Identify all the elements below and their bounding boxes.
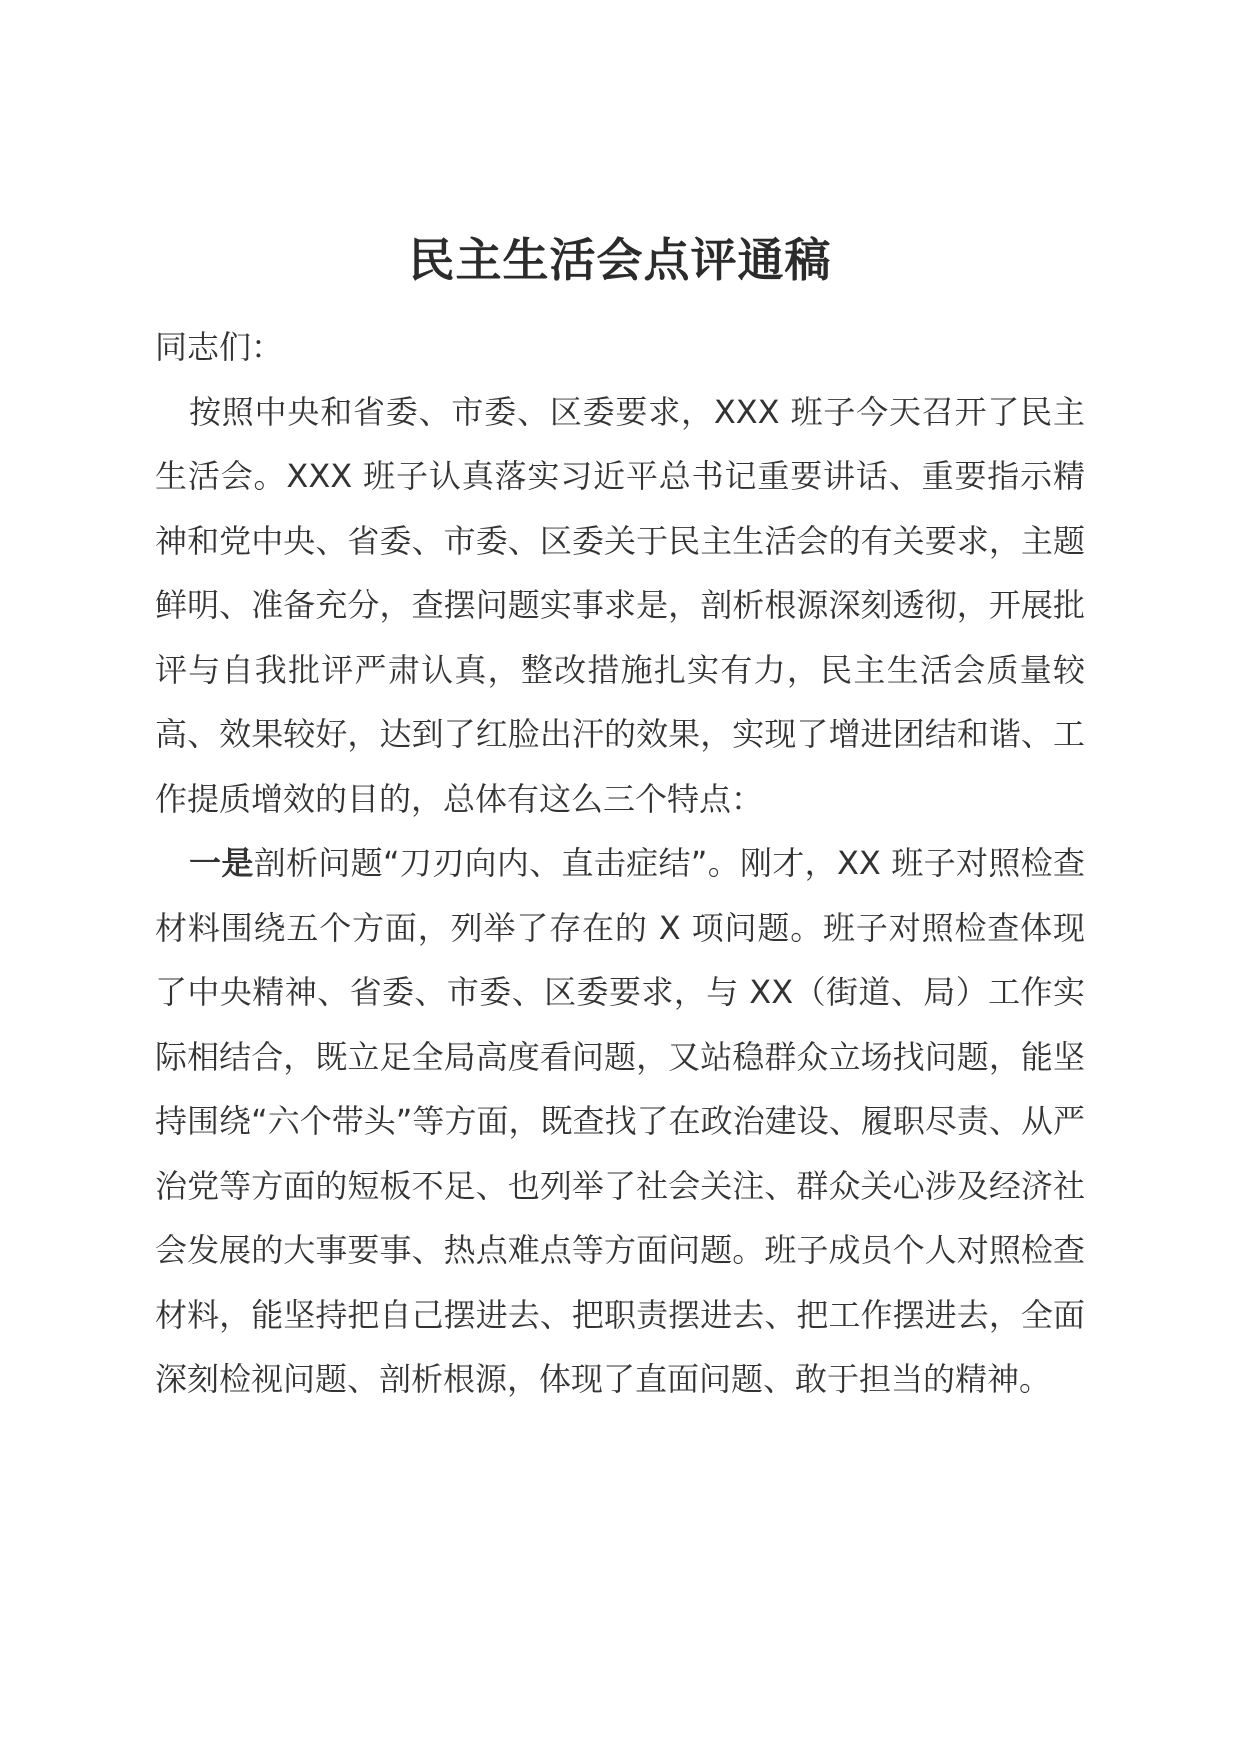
document-body <box>155 315 1085 1412</box>
paragraph-2-text: 剖析问题“刀刃向内、直击症结”。刚才，XX 班子对照检查材料围绕五个方面，列举了存在的 X 项问题。班子对照检查体现了中央精神、省委、市委、区委要求，与 XX（街道、局）工作实际相结合，既立足全局高度看问题，又站稳群众立场找问题，能坚持围绕“六个带头”等方面，既查找了在政治建设、履职尽责、从严治党等方面的短板不足、也列举了社会关注、群众关心涉及经济社会发展的大事要事、热点难点等方面问题。班子成员个人对照检查材料，能坚持把自己摆进去、把职责摆进去、把工作摆进去，全面深刻检视问题、剖析根源，体现了直面问题、敢于担当的精神。 <box>155 844 1085 1398</box>
salutation: 同志们： <box>155 328 284 366</box>
paragraph-1: 按照中央和省委、市委、区委要求，XXX 班子今天召开了民主生活会。XXX 班子认真落实习近平总书记重要讲话、重要指示精神和党中央、省委、市委、区委关于民主生活会的有关要求，主题鲜明、准备充分，查摆问题实事求是，剖析根源深刻透彻，开展批评与自我批评严肃认真，整改措施扎实有力，民主生活会质量较高、效果较好，达到了红脸出汗的效果，实现了增进团结和谐、工作提质增效的目的，总体有这么三个特点： <box>155 392 1085 818</box>
document-title: 民主生活会点评通稿 <box>408 233 832 287</box>
paragraph-2 <box>155 831 1085 1412</box>
paragraph-2-lead: 一是 <box>189 844 254 882</box>
